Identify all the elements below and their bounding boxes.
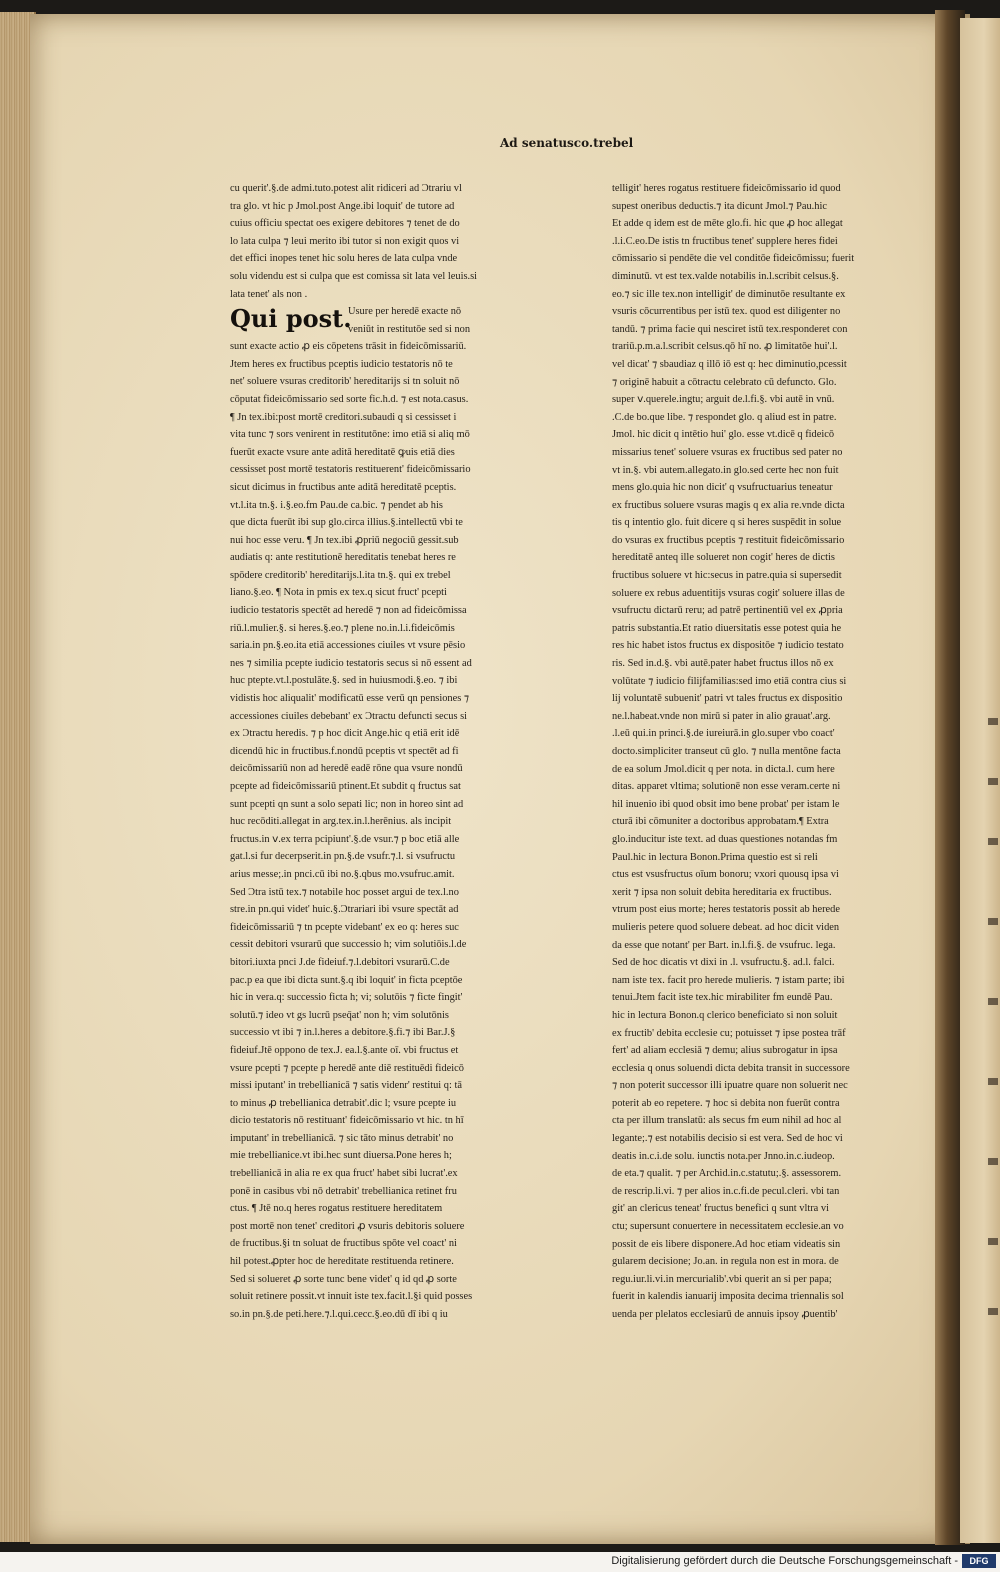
text-line: ne.l.habeat.vnde non mirū si pater in alio grauat'.arg.: [612, 710, 831, 722]
text-line: vidistis hoc aliqualit' modificatū esse verū qn pensiones ⁊: [230, 693, 470, 705]
text-line: da esse que notant' per Bart. in.l.fi.§. de vsufruc. lega.: [612, 939, 836, 951]
text-line: patris substantia.Et ratio diuersitatis esse potest quia he: [612, 622, 842, 634]
text-line: super ⅴ.querele.ingtu; arguit de.l.fi.§. vbi autē in vnū.: [612, 394, 835, 406]
text-line: ecclesia q onus soluendi dicta debita transit in successore: [612, 1062, 850, 1074]
text-line: mie trebellianice.vt ibi.hec sunt diuersa.Pone heres h;: [230, 1150, 452, 1162]
text-line: Sed si solueret ꝓ sorte tunc bene videt' q id qd ꝓ sorte: [230, 1273, 457, 1285]
text-line: cuius officiu spectat oes exigere debitores ⁊ tenet de do: [230, 218, 460, 230]
text-line: Paul.hic in lectura Bonon.Prima questio est si reli: [612, 851, 818, 863]
text-line: .l.i.C.eo.De istis tn fructibus tenet' supplere heres fidei: [612, 235, 838, 247]
section-initial-heading: Qui post.: [230, 304, 352, 334]
text-line: det effici inopes tenet hic solu heres de lata culpa vnde: [230, 253, 458, 265]
text-line: vel dicat' ⁊ sbaudiaz q illō iō est q: hec diminutio,pcessit: [612, 358, 847, 370]
text-line: cōmissario si pendēte die vel conditōe fideicōmissu; fuerit: [612, 253, 855, 265]
text-line: spōdere creditorib' hereditarijs.l.ita tn.§. qui ex trebel: [230, 569, 451, 581]
text-line: nam iste tex. facit pro herede mulieris. ⁊ istam parte; ibi: [612, 974, 845, 986]
text-line: veniūt in restitutōe sed si non: [348, 323, 471, 335]
text-line: vt in.§. vbi autem.allegato.in glo.sed certe hec non fuit: [612, 464, 839, 476]
text-line: Jmol. hic dicit q intētio hui' glo. esse vt.dicē q fideicō: [612, 429, 835, 441]
text-line: pcepte ad fideicōmissariū ptinent.Et subdit q fructus sat: [230, 781, 461, 792]
text-line: stre.in pn.qui videt' huic.§.Ɔtrariari ibi vsure spectāt ad: [230, 904, 459, 916]
left-body-text: [230, 338, 540, 1323]
dfg-logo: DFG: [962, 1554, 996, 1568]
text-line: xerit ⁊ ipsa non soluit debita hereditaria ex fructibus.: [612, 886, 832, 898]
left-intro-paragraph: [230, 180, 540, 303]
text-line: ctu; supersunt conuertere in necessitatem ecclesie.an vo: [612, 1221, 844, 1233]
text-line: hil inuenio ibi quod obsit imo bene probat' per istam le: [612, 798, 840, 810]
text-line: accessiones ciuiles debebant' ex Ɔtractu defuncti secus si: [230, 710, 468, 722]
text-line: poterit ab eo repetere. ⁊ hoc si debita non fuerūt contra: [612, 1097, 840, 1109]
text-line: so.in pn.§.de peti.here.⁊.l.qui.cecc.§.eo.dū dī ibi q iu: [230, 1308, 448, 1320]
text-line: huc recōditi.allegat in arg.tex.in.l.herēnius. als incipit: [230, 816, 452, 828]
text-line: lata tenet' als non .: [230, 288, 308, 300]
right-text-column: [612, 180, 917, 1324]
text-line: sunt pcepti qn sunt a solo sepati lic; non in horeo sint ad: [230, 798, 464, 810]
text-line: missi iputant' in trebellianicā ⁊ satis videnr' restitui q: tā: [230, 1080, 462, 1092]
text-line: Sed Ɔtra istū tex.⁊ notabile hoc posset argui de tex.l.no: [230, 886, 459, 898]
right-body-text: [612, 180, 917, 1324]
text-line: volūtate ⁊ iudicio filijfamilias:sed imo etiā contra cius si: [612, 675, 847, 687]
text-line: riū.l.mulier.§. si heres.§.eo.⁊ plene no.in.l.i.fideicōmis: [230, 622, 455, 634]
text-line: fuerit in kalendis ianuarij imposita decima triennalis sol: [612, 1291, 844, 1303]
text-line: huc ptepte.vt.l.postulāte.§. sed in huiusmodi.§.eo. ⁊ ibi: [230, 675, 458, 687]
text-line: iudicio testatoris spectēt ad heredē ⁊ non ad fideicōmissa: [230, 605, 467, 617]
text-line: pac.p ea que ibi dicta sunt.§.q ibi loquit' in ficta pceptōe: [230, 974, 463, 986]
text-line: eo.⁊ sic ille tex.non intelligit' de diminutōe resultante ex: [612, 288, 846, 300]
text-line: possit de eis libere disponere.Ad hoc etiam videatis sin: [612, 1238, 841, 1250]
text-line: tandū. ⁊ prima facie qui nesciret istū tex.responderet con: [612, 323, 848, 335]
text-line: arius messe;.in pnci.cū ibi no.§.qbus mo.vsufruc.amit.: [230, 868, 455, 880]
text-line: gat.l.si fur decerpserit.in pn.§.de vsufr.⁊.l. si vsufructu: [230, 851, 456, 863]
text-line: res hic habet istos fructus ex dispositōe ⁊ iudicio testato: [612, 640, 844, 652]
text-line: dicio testatoris nō restituant' fideicōmissario vt hic. tn hī: [230, 1115, 464, 1127]
text-line: missarius tenet' soluere vsuras ex fructibus sed pater no: [612, 446, 843, 458]
text-line: ex fructib' debita ecclesie cu; potuisset ⁊ ipse postea trāf: [612, 1027, 846, 1039]
text-line: .l.eū qui.in princi.§.de iureiurā.in glo.super vbo coact': [612, 728, 835, 740]
text-line: trebellianicā in alia re ex qua fruct' habet sibi lucrat'.ex: [230, 1168, 458, 1180]
text-line: liano.§.eo. ¶ Nota in pmis ex tex.q sicut fruct' pcepti: [230, 587, 447, 599]
text-line: ⁊ originē habuit a cōtractu celebrato cū defuncto. Glo.: [612, 376, 837, 388]
text-line: deicōmissariū non ad heredē eadē rōne qua vsure nondū: [230, 763, 463, 775]
text-line: .C.de bo.que libe. ⁊ respondet glo. q aliud est in patre.: [612, 411, 837, 423]
running-head: Ad senatusco.trebel: [500, 136, 634, 150]
text-line: vtrum post eius morte; heres testatoris possit ab herede: [612, 904, 840, 916]
text-line: de eta.⁊ qualit. ⁊ per Archid.in.c.statutu;.§. assessorem.: [612, 1168, 842, 1180]
text-line: post mortē non tenet' creditori ꝓ vsuris debitoris soluere: [230, 1220, 465, 1232]
text-line: ex fructibus soluere vsuras magis q ex alia re.vnde dicta: [612, 499, 845, 511]
text-line: solu videndu est si culpa que est comissa sit lata vel leuis.si: [230, 270, 478, 282]
text-line: hereditatē anteq ille solueret non cogit' heres de dictis: [612, 552, 835, 564]
text-line: cta per illum translatū: als secus fm eum nihil ad hoc al: [612, 1115, 842, 1127]
text-line: soluit retinere possit.vt innuit iste tex.facit.l.§i quid posses: [230, 1291, 473, 1303]
text-line: Jtem heres ex fructibus pceptis iudicio testatoris nō te: [230, 358, 453, 370]
text-line: regu.iur.li.vi.in mercurialib'.vbi querit an si per papa;: [612, 1273, 832, 1285]
text-line: vt.l.ita tn.§. i.§.eo.fm Pau.de ca.bic. ⁊ pendet ab his: [230, 499, 443, 511]
text-line: gularem decisione; Jo.an. in regula non est in mora. de: [612, 1256, 839, 1268]
text-line: ex Ɔtractu heredis. ⁊ p hoc dicit Ange.hic q etiā erit idē: [230, 728, 460, 740]
heading-side-text: [348, 303, 540, 338]
text-line: hic in lectura Bonon.q clerico beneficiato si non soluit: [612, 1009, 838, 1021]
text-line: supest oneribus deductis.⁊ ita dicunt Jmol.⁊ Pau.hic: [612, 200, 827, 212]
text-line: que dicta fuerūt ibi sup glo.circa illius.§.intellectū vbi te: [230, 517, 463, 529]
text-line: de rescrip.li.vi. ⁊ per alios in.c.fi.de pecul.cleri. vbi tan: [612, 1185, 840, 1197]
text-line: dicendū hic in fructibus.f.nondū pceptis vt spectēt ad fi: [230, 745, 459, 757]
text-line: cōputat fideicōmissario sed sorte fic.h.d. ⁊ est nota.casus.: [230, 393, 469, 405]
text-line: nes ⁊ similia pcepte iudicio testatoris secus si nō essent ad: [230, 657, 472, 669]
funding-notice: Digitalisierung gefördert durch die Deutsche Forschungsgemeinschaft -: [611, 1555, 958, 1567]
text-line: fuerūt exacte vsure ante aditā hereditatē ꝙuis etiā dies: [230, 446, 455, 458]
text-line: fructibus soluere vt hic:secus in patre.quia si supersedit: [612, 570, 842, 582]
facing-page-edge: [960, 18, 1000, 1543]
text-line: lo lata culpa ⁊ leui merito ibi tutor si non exigit quos vi: [230, 235, 460, 247]
text-line: Et adde q idem est de mēte glo.fi. hic que ꝓ hoc allegat: [612, 218, 843, 230]
text-line: do vsuras ex fructibus pceptis ⁊ restituit fideicōmissario: [612, 534, 845, 546]
left-text-column: [230, 180, 540, 1323]
text-line: saria.in pn.§.eo.ita etiā accessiones ciuiles vt vsure pēsio: [230, 640, 466, 652]
text-line: ctus. ¶ Jtē no.q heres rogatus restituere hereditatem: [230, 1203, 443, 1215]
text-line: ris. Sed in.d.§. vbi autē.pater habet fructus illos nō ex: [612, 658, 834, 670]
text-line: ¶ Jn tex.ibi:post mortē creditori.subaudi q si cessisset i: [230, 411, 457, 423]
text-line: fructus.in ⅴ.ex terra pcipiunt'.§.de vsur.⁊ p boc etiā alle: [230, 833, 460, 845]
text-line: Sed de hoc dicatis vt dixi in .l. vsufructu.§. ad.l. falci.: [612, 957, 835, 969]
text-line: fideiuf.Jtē oppono de tex.J. ea.l.§.ante oī. vbi fructus et: [230, 1044, 459, 1056]
text-line: vsure pcepti ⁊ pcepte p heredē ante diē restituēdi fideicō: [230, 1062, 464, 1074]
text-line: net' soluere vsuras creditorib' hereditarijs si tn soluit nō: [230, 376, 460, 388]
text-line: cessisset post mortē testatoris restituerent' fideicōmissario: [230, 464, 471, 476]
text-line: lij voluntatē subuenit' patri vt tales fructus ex dispositio: [612, 693, 843, 705]
text-line: glo.inducitur iste text. ad duas questiones notandas fm: [612, 833, 838, 845]
text-line: de fructibus.§i tn soluat de fructibus spōte vel coact' ni: [230, 1238, 457, 1250]
text-line: diminutū. vt est tex.valde notabilis in.l.scribit celsus.§.: [612, 270, 839, 282]
text-line: ditas. apparet vltima; solutionē non esse veram.certe ni: [612, 781, 841, 793]
text-line: soluere ex rebus aduentitijs vsuras cogit' soluere illas de: [612, 587, 845, 599]
text-line: tenui.Jtem facit iste tex.hic mirabiliter fm eundē Pau.: [612, 992, 833, 1004]
text-line: uenda per plelatos ecclesiarū de annuis ipsoy ꝓuentib': [612, 1309, 838, 1320]
text-line: cu querit'.§.de admi.tuto.potest alit ridiceri ad Ɔtrariu vl: [230, 183, 462, 194]
text-line: sicut dicimus in fructibus ante aditā hereditatē pceptis.: [230, 481, 457, 493]
text-line: successio vt ibi ⁊ in.l.heres a debitore.§.fi.⁊ ibi Bar.J.§: [230, 1027, 456, 1039]
text-line: deatis in.c.i.de solu. iunctis nota.per Jnno.in.c.iudeop.: [612, 1150, 835, 1162]
text-line: de ea solum Jmol.dicit q per nota. in dicta.l. cum here: [612, 763, 835, 775]
text-line: cturā ibi cōmuniter a doctoribus approbatam.¶ Extra: [612, 816, 829, 828]
text-line: sunt exacte actio ꝓ eis cōpetens trāsit in fideicōmissariū.: [230, 341, 467, 353]
text-line: cessit debitori vsurarū que successio h; vim solutiōis.l.de: [230, 939, 467, 951]
text-line: vita tunc ⁊ sors venirent in restitutōne: imo etiā si aliq mō: [230, 429, 470, 441]
section-heading-row: [230, 303, 540, 338]
text-line: trariū.p.m.a.l.scribit celsus.qō hī no. ꝓ limitatōe hui'.l.: [612, 341, 838, 353]
text-line: tis q intentio glo. fuit dicere q si heres suspēdit in solue: [612, 517, 842, 529]
text-line: vsufructu dictarū reru; ad patrē pertinentiū vel ex ꝓpria: [612, 605, 843, 617]
text-line: ⁊ non poterit successor illi ipuatre quare non soluerit nec: [612, 1080, 848, 1092]
text-line: legante;.⁊ est notabilis decisio si est vera. Sed de hoc vi: [612, 1133, 843, 1145]
text-line: to minus ꝓ trebellianica detrabit'.dic l; vsure pcepte iu: [230, 1097, 457, 1109]
text-line: ctus est vsusfructus oīum bonoru; vxori quousq ipsa vi: [612, 869, 839, 881]
text-line: ponē in casibus vbi nō detrabit' trebellianica retinet fru: [230, 1185, 457, 1197]
text-line: imputant' in trebellianicā. ⁊ sic tāto minus detrabit' no: [230, 1132, 454, 1144]
text-line: nui hoc esse veru. ¶ Jn tex.ibi ꝓpriū negociū gessit.sub: [230, 534, 459, 546]
text-line: mens glo.quia hic non dicit' q vsufructuarius teneatur: [612, 482, 833, 494]
text-line: docto.simpliciter transeut cū glo. ⁊ nulla mentōne facta: [612, 746, 841, 757]
text-line: telligit' heres rogatus restituere fideicōmissario id quod: [612, 183, 841, 194]
text-line: mulieris petere quod soluere debeat. ad hoc dicit viden: [612, 921, 840, 933]
text-line: vsuris cōcurrentibus per istū tex. quod est diligenter no: [612, 306, 841, 318]
text-line: solutū.⁊ ideo vt gs lucrū pseq̄at' non h; vim solutōnis: [230, 1009, 449, 1021]
text-line: audiatis q: ante restitutionē hereditatis tenebat heres re: [230, 552, 456, 564]
text-line: hic in vera.q: successio ficta h; vi; solutōis ⁊ ficte fingit': [230, 992, 463, 1004]
text-line: Usure per heredē exacte nō: [348, 306, 462, 318]
text-line: tra glo. vt hic p Jmol.post Ange.ibi loquit' de tutore ad: [230, 200, 455, 212]
text-line: fideicōmissariū ⁊ tn pcepte videbant' ex eo q: heres suc: [230, 921, 459, 933]
text-line: fert' ad aliam ecclesiā ⁊ demu; alius subrogatur in ipsa: [612, 1045, 838, 1057]
text-line: hil potest.ꝓpter hoc de hereditate restituenda retinere.: [230, 1256, 454, 1268]
text-line: git' an clericus teneat' fructus benefici q sunt vltra vi: [612, 1203, 829, 1215]
text-line: bitori.iuxta pnci J.de fideiuf.⁊.l.debitori vsurarū.C.de: [230, 956, 450, 968]
